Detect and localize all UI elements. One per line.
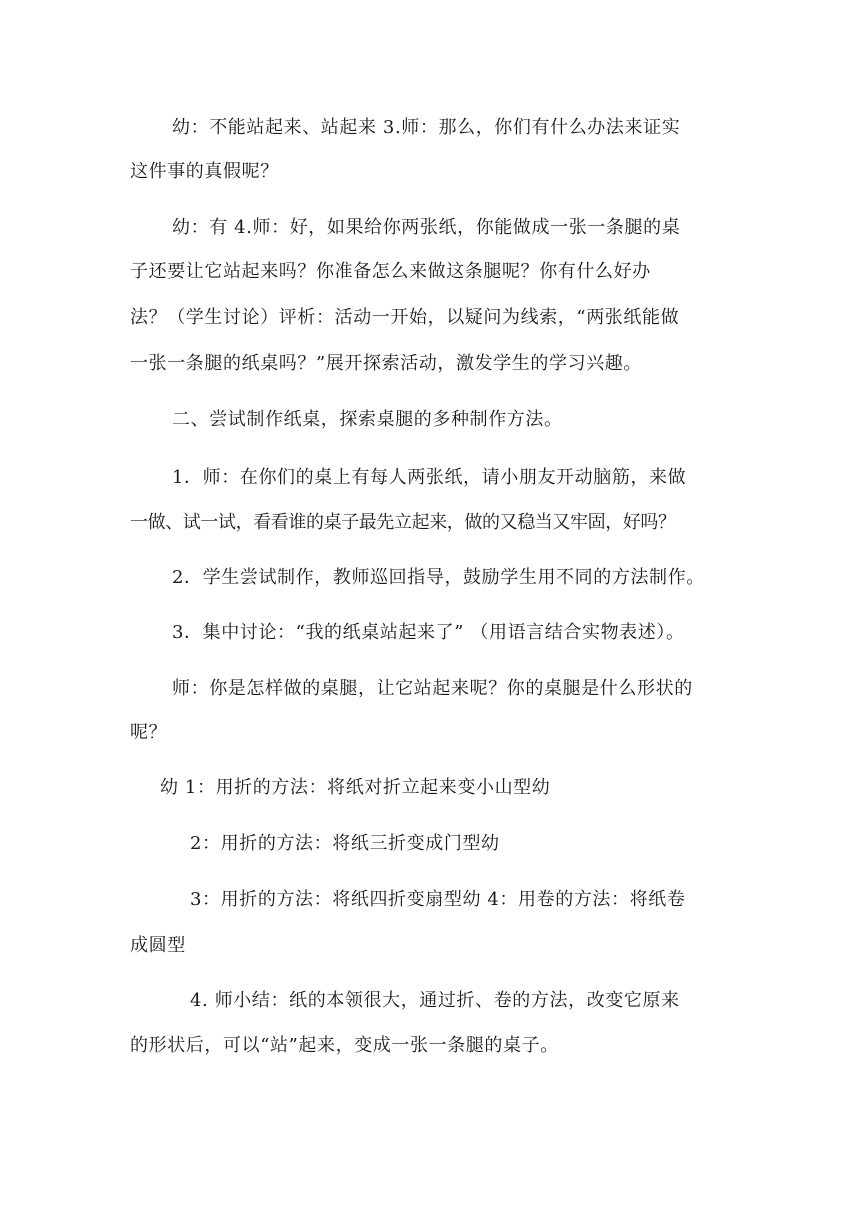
text-line-4: 子还要让它站起来吗？你准备怎么来做这条腿呢？你有什么好办 [130, 261, 651, 282]
text-line-3: 幼：有 4.师：好，如果给你两张纸，你能做成一张一条腿的桌 [172, 217, 681, 238]
text-line-12: 师：你是怎样做的桌腿，让它站起来呢？你的桌腿是什么形状的 [172, 678, 693, 699]
text-line-15: 2：用折的方法：将纸三折变成门型幼 [190, 833, 500, 854]
text-line-16: 3：用折的方法：将纸四折变扇型幼 4：用卷的方法：将纸卷 [190, 889, 686, 910]
text-line-19: 的形状后，可以“站”起来，变成一张一条腿的桌子。 [130, 1035, 559, 1056]
text-line-10: 2．学生尝试制作，教师巡回指导，鼓励学生用不同的方法制作。 [172, 567, 705, 588]
section-heading: 二、尝试制作纸桌，探索桌腿的多种制作方法。 [172, 409, 563, 430]
text-line-5: 法？（学生讨论）评析：活动一开始，以疑问为线索，“两张纸能做 [130, 307, 680, 328]
text-line-9: 一做、试一试，看看谁的桌子最先立起来，做的又稳当又牢固，好吗？ [130, 512, 676, 533]
text-line-1: 幼：不能站起来、站起来 3.师：那么，你们有什么办法来证实 [172, 117, 681, 138]
text-line-14: 幼 1：用折的方法：将纸对折立起来变小山型幼 [160, 777, 551, 798]
text-line-2: 这件事的真假呢？ [130, 161, 279, 182]
text-line-6: 一张一条腿的纸桌吗？”展开探索活动，激发学生的学习兴趣。 [130, 353, 642, 374]
text-line-18: 4. 师小结：纸的本领很大，通过折、卷的方法，改变它原来 [190, 990, 680, 1011]
text-line-17: 成圆型 [130, 935, 186, 956]
text-line-13: 呢？ [130, 722, 168, 743]
text-line-8: 1．师：在你们的桌上有每人两张纸，请小朋友开动脑筋，来做 [172, 467, 687, 488]
text-line-11: 3．集中讨论：“我的纸桌站起来了” （用语言结合实物表述）。 [172, 622, 685, 643]
